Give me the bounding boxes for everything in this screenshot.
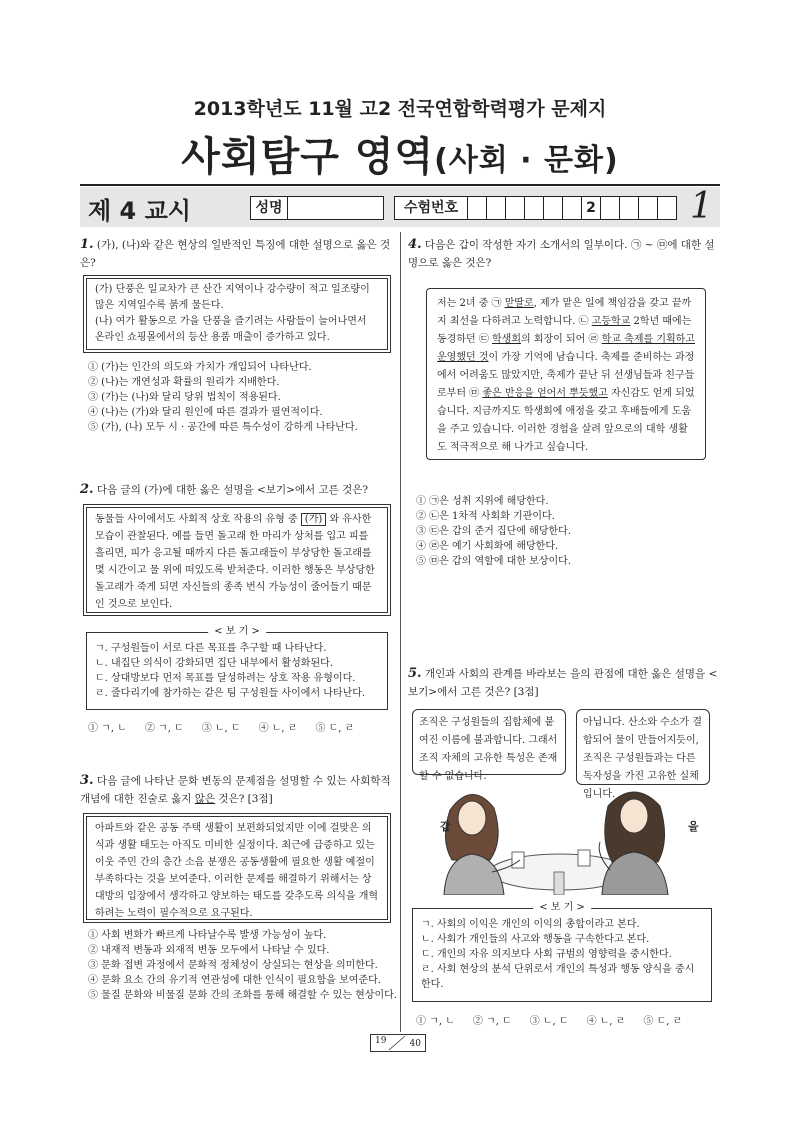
exam-number-cell	[487, 197, 506, 219]
exam-number-cell: 2	[582, 197, 601, 219]
q1-option[interactable]: ⑤ (가), (나) 모두 시 · 공간에 따른 특수성이 강하게 나타난다.	[88, 422, 358, 433]
q3-stem-underline: 않은	[194, 793, 216, 805]
page-counter-current: 19	[375, 1036, 387, 1046]
q2-bogi-item: ㄱ. 구성원들이 서로 다른 목표를 추구할 때 나타난다.	[95, 643, 327, 654]
q4-option[interactable]: ④ ㉣은 예기 사회화에 해당한다.	[416, 541, 559, 552]
speech-right-text: 아닙니다. 산소와 수소가 결합되어 물이 만들어지듯이, 조직은 구성원들과는 다른 독자성을 가진 고유한 실체입니다.	[583, 717, 702, 800]
q2-choice[interactable]: ① ㄱ, ㄴ	[88, 723, 127, 734]
speech-bubble-right	[576, 709, 710, 800]
q5-bogi	[412, 902, 712, 1002]
q4-letter-segment: 자신감도 얻게 되었습니다. 지금까지도 학생회에 애정을 갖고 후배들에게 도움을 주고 있습니다. 이러한 경험을 살려 앞으로의 대학 생활도 적극적으로 해 나가고 싶습니다.	[437, 388, 695, 453]
q5-bogi-item: ㄷ. 개인의 자유 의지보다 사회 규범의 영향력을 중시한다.	[421, 949, 672, 960]
q2-choice[interactable]: ③ ㄴ, ㄷ	[201, 723, 241, 734]
q3-option[interactable]: ② 내재적 변동과 외재적 변동 모두에서 나타날 수 있다.	[88, 945, 330, 956]
q2-choice[interactable]: ⑤ ㄷ, ㄹ	[315, 723, 355, 734]
exam-number-cell	[506, 197, 525, 219]
q5-choice[interactable]: ① ㄱ, ㄴ	[416, 1016, 455, 1027]
exam-number-cell	[658, 197, 676, 219]
person-label-left: 갑	[440, 820, 451, 833]
q4-number: 4.	[408, 237, 422, 252]
exam-number-label: 수험번호	[395, 197, 468, 219]
title-sub: (사회 · 문화)	[434, 143, 619, 178]
q3-number: 3.	[80, 773, 94, 788]
q5-choice[interactable]: ④ ㄴ, ㄹ	[586, 1016, 626, 1027]
q4-letter-segment: 이 가장 기억에 남습니다. 축제를 준비하는 과정에서 어려움도 많았지만, 축제가 끝난 뒤 선생님들과 친구들로부터 ㉤	[437, 352, 695, 399]
exam-number-cell	[468, 197, 487, 219]
name-label: 성명	[251, 197, 288, 219]
exam-subtitle: 2013학년도 11월 고2 전국연합학력평가 문제지	[193, 98, 607, 120]
q5-stem	[408, 665, 720, 701]
page-counter	[370, 1034, 426, 1052]
q1-option[interactable]: ④ (나)는 (가)와 달리 원인에 따른 결과가 필연적이다.	[88, 407, 323, 418]
q3-option[interactable]: ④ 문화 요소 간의 유기적 연관성에 대한 인식이 필요함을 보여준다.	[88, 975, 381, 986]
q4-letter-text	[437, 295, 695, 457]
q3-passage	[86, 816, 388, 920]
q4-letter-segment: 의 회장이 되어 ㉣	[520, 334, 602, 345]
q3-stem-text: 다음 글에 나타난 문화 변동의 문제점을 설명할 수 있는 사회학적 개념에 대한 진술로 옳지	[80, 775, 391, 805]
q5-choice[interactable]: ② ㄱ, ㄷ	[472, 1016, 512, 1027]
q2-bogi	[86, 626, 388, 710]
q5-choice[interactable]: ⑤ ㄷ, ㄹ	[643, 1016, 683, 1027]
person-label-right: 을	[688, 820, 699, 833]
q5-bogi-item: ㄱ. 사회의 이익은 개인의 이익의 총합이라고 본다.	[421, 919, 640, 930]
exam-number-cell	[601, 197, 620, 219]
q4-letter-segment: 저는 2녀 중 ㉠	[437, 298, 505, 309]
dialogue-illustration	[412, 780, 712, 895]
exam-number-cell	[620, 197, 639, 219]
q3-option[interactable]: ⑤ 물질 문화와 비물질 문화 간의 조화를 통해 해결할 수 있는 현상이다.	[88, 990, 397, 1001]
q4-letter-segment: 2학년 때에는 동경하던 ㉢	[437, 316, 692, 345]
speech-left-text: 조직은 구성원들의 집합체에 붙여진 이름에 불과합니다. 그래서 조직 자체의 고유한 특성은 존재할 수 없습니다.	[419, 717, 558, 782]
name-field[interactable]	[250, 196, 384, 220]
exam-title	[0, 125, 800, 182]
q3-option[interactable]: ③ 문화 접변 과정에서 문화적 정체성이 상실되는 현상을 의미한다.	[88, 960, 378, 971]
header-rule	[80, 184, 720, 186]
period-label: 제 4 교시	[88, 197, 191, 225]
q3-options	[88, 928, 397, 1003]
q5-bogi-item: ㄹ. 사회 현상의 분석 단위로서 개인의 특성과 행동 양식을 중시한다.	[421, 964, 695, 990]
q1-box-line: (가) 단풍은 일교차가 큰 산간 지역이나 강수량이 적고 일조량이 많은 지역일수록 붉게 물든다.	[95, 284, 370, 311]
exam-number-cell	[563, 197, 582, 219]
q2-choice[interactable]: ④ ㄴ, ㄹ	[258, 723, 298, 734]
q3-stem-text: 것은? [3점]	[215, 793, 273, 805]
q1-options	[88, 360, 358, 435]
q2-bogi-item: ㄷ. 상대방보다 먼저 목표를 달성하려는 상호 작용 유형이다.	[95, 673, 356, 684]
q4-letter-underlined: 맏딸로	[504, 298, 534, 309]
q1-stem	[80, 236, 392, 272]
q5-choice[interactable]: ③ ㄴ, ㄷ	[529, 1016, 569, 1027]
q4-letter-scroll	[426, 288, 706, 460]
q3-option[interactable]: ① 사회 변화가 빠르게 나타날수록 발생 가능성이 높다.	[88, 930, 327, 941]
q2-choices	[88, 719, 372, 734]
exam-number-field[interactable]	[394, 196, 677, 220]
q2-passage-text: 와 유사한 모습이 관찰된다. 예를 들면 돌고래 한 마리가 상처를 입고 피를 흘리면, 피가 응고될 때까지 다른 돌고래들이 부상당한 돌고래를 몇 시간이고 물 위에 떠있도록 받쳐준다. 이러한 행동은 부상당한 돌고래가 죽게 되면 자신들의 종족 번식 가능성이 줄어들기 때문인 것으로 보인다.	[95, 514, 375, 610]
q2-bogi-label: < 보 기 >	[208, 624, 266, 639]
speech-bubble-left	[412, 709, 566, 782]
q1-option[interactable]: ② (나)는 개연성과 확률의 원리가 지배한다.	[88, 377, 280, 388]
q4-letter-underlined: 고등학교	[591, 316, 631, 327]
q1-stem-text: (가), (나)와 같은 현상의 일반적인 특징에 대한 설명으로 옳은 것은?	[80, 239, 391, 269]
q4-stem	[408, 236, 720, 272]
q2-passage-text: 동물들 사이에서도 사회적 상호 작용의 유형 중	[95, 514, 301, 525]
column-divider	[400, 232, 401, 1032]
page-number: 1	[690, 186, 713, 227]
q2-choice[interactable]: ② ㄱ, ㄷ	[144, 723, 184, 734]
q2-bogi-item: ㄴ. 내집단 의식이 강화되면 집단 내부에서 활성화된다.	[95, 658, 333, 669]
q4-letter-segment: , 제가 맡은 일에 책임감을 갖고 끝까지 최선을 다하려고 노력합니다. ㉡	[437, 298, 692, 327]
q4-letter-underlined: 학생회	[492, 334, 521, 345]
q3-passage-text: 아파트와 같은 공동 주택 생활이 보편화되었지만 이에 걸맞은 의식과 생활 태도는 아직도 미비한 실정이다. 최근에 급증하고 있는 이웃 주민 간의 층간 소음 분쟁은 공동생활에 필요한 생활 예절이 부족하다는 것을 보여준다. 이러한 문제를 해결하기 위해서는 상대방의 입장에서 생각하고 양보하는 태도를 갖추도록 의식을 개혁하려는 노력이 필수적으로 요구된다.	[95, 823, 379, 919]
q5-number: 5.	[408, 666, 422, 681]
q1-box-line: (나) 여가 활동으로 가을 단풍을 즐기려는 사람들이 늘어나면서 온라인 쇼핑몰에서의 등산 용품 매출이 증가하고 있다.	[95, 316, 367, 343]
q2-bogi-item: ㄹ. 줄다리기에 참가하는 같은 팀 구성원들 사이에서 나타난다.	[95, 688, 366, 699]
q1-number: 1.	[80, 237, 94, 252]
q2-passage	[86, 507, 388, 613]
exam-number-cell	[544, 197, 563, 219]
exam-number-cell	[525, 197, 544, 219]
q1-option[interactable]: ① (가)는 인간의 의도와 가치가 개입되어 나타난다.	[88, 362, 312, 373]
q4-option[interactable]: ① ㉠은 성취 지위에 해당한다.	[416, 496, 549, 507]
q2-blank-mark: (가)	[301, 513, 326, 526]
q5-bogi-label: < 보 기 >	[533, 900, 591, 915]
q2-stem	[80, 481, 396, 499]
q1-box	[86, 278, 388, 350]
q4-option[interactable]: ⑤ ㉤은 갑의 역할에 대한 보상이다.	[416, 556, 571, 567]
q4-option[interactable]: ③ ㉢은 갑의 준거 집단에 해당한다.	[416, 526, 571, 537]
q4-stem-text: 다음은 갑이 작성한 자기 소개서의 일부이다. ㉠ ~ ㉤에 대한 설명으로 옳은 것은?	[408, 239, 715, 269]
q4-letter-underlined: 학교 축제를 기획하고 운영했던 것	[437, 334, 695, 363]
q4-options	[416, 494, 571, 569]
q5-choices	[416, 1012, 700, 1027]
title-main: 사회탐구 영역	[181, 134, 435, 180]
q3-stem	[80, 772, 394, 808]
q4-option[interactable]: ② ㉡은 1차적 사회화 기관이다.	[416, 511, 555, 522]
q1-option[interactable]: ③ (가)는 (나)와 달리 당위 법칙이 적용된다.	[88, 392, 281, 403]
q2-number: 2.	[80, 482, 94, 497]
q2-stem-text: 다음 글의 (가)에 대한 옳은 설명을 <보기>에서 고른 것은?	[96, 484, 369, 496]
q5-stem-text: 개인과 사회의 관계를 바라보는 을의 관점에 대한 옳은 설명을 <보기>에서 고른 것은? [3점]	[408, 668, 718, 698]
page-counter-total: 40	[409, 1039, 421, 1049]
q4-letter-underlined: 좋은 반응을 얻어서 뿌듯했고	[482, 388, 608, 399]
q5-bogi-item: ㄴ. 사회가 개인들의 사고와 행동을 구속한다고 본다.	[421, 934, 650, 945]
exam-number-cell	[639, 197, 658, 219]
